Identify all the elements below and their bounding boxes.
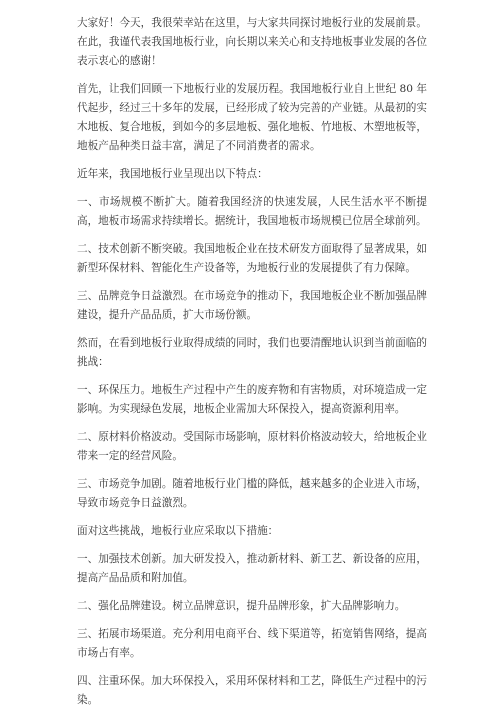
paragraph-challenge-3: 三、市场竞争加剧。随着地板行业门槛的降低，越来越多的企业进入市场，导致市场竞争日益激烈。 (77, 478, 427, 509)
paragraph-challenge-2: 二、原材料价格波动。受国际市场影响，原材料价格波动较大，给地板企业带来一定的经营风险。 (77, 431, 427, 462)
paragraph-history: 首先，让我们回顾一下地板行业的发展历程。我国地板行业自上世纪 80 年代起步，经过三十多年的发展，已经形成了较为完善的产业链。从最初的实木地板、复合地板，到如今的多层地板、强化地板、竹地板、木塑地板等，地板产品种类日益丰富，满足了不同消费者的需求。 (77, 83, 427, 152)
paragraph-measure-1: 一、加强技术创新。加大研发投入，推动新材料、新工艺、新设备的应用，提高产品品质和附加值。 (77, 553, 427, 584)
paragraph-measures-intro: 面对这些挑战，地板行业应采取以下措施： (77, 525, 279, 537)
document-page (77, 14, 427, 719)
paragraph-measure-2: 二、强化品牌建设。树立品牌意识，提升品牌形象，扩大品牌影响力。 (77, 600, 406, 612)
paragraph-measure-4: 四、注重环保。加大环保投入，采用环保材料和工艺，降低生产过程中的污染。 (77, 675, 427, 706)
paragraph-challenges-intro: 然而，在看到地板行业取得成绩的同时，我们也要清醒地认识到当前面临的挑战： (77, 337, 427, 368)
paragraph-greeting: 大家好！今天，我很荣幸站在这里，与大家共同探讨地板行业的发展前景。在此，我谨代表我国地板行业，向长期以来关心和支持地板事业发展的各位表示衷心的感谢！ (77, 17, 427, 67)
paragraph-challenge-1: 一、环保压力。地板生产过程中产生的废弃物和有害物质，对环境造成一定影响。为实现绿色发展，地板企业需加大环保投入，提高资源利用率。 (77, 384, 427, 415)
paragraph-feature-1: 一、市场规模不断扩大。随着我国经济的快速发展，人民生活水平不断提高，地板市场需求持续增长。据统计，我国地板市场规模已位居全球前列。 (77, 196, 427, 227)
paragraph-feature-2: 二、技术创新不断突破。我国地板企业在技术研发方面取得了显著成果，如新型环保材料、智能化生产设备等，为地板行业的发展提供了有力保障。 (77, 243, 427, 274)
paragraph-feature-3: 三、品牌竞争日益激烈。在市场竞争的推动下，我国地板企业不断加强品牌建设，提升产品品质，扩大市场份额。 (77, 290, 427, 321)
paragraph-measure-3: 三、拓展市场渠道。充分利用电商平台、线下渠道等，拓宽销售网络，提高市场占有率。 (77, 628, 427, 659)
paragraph-features-intro: 近年来，我国地板行业呈现出以下特点： (77, 168, 268, 180)
